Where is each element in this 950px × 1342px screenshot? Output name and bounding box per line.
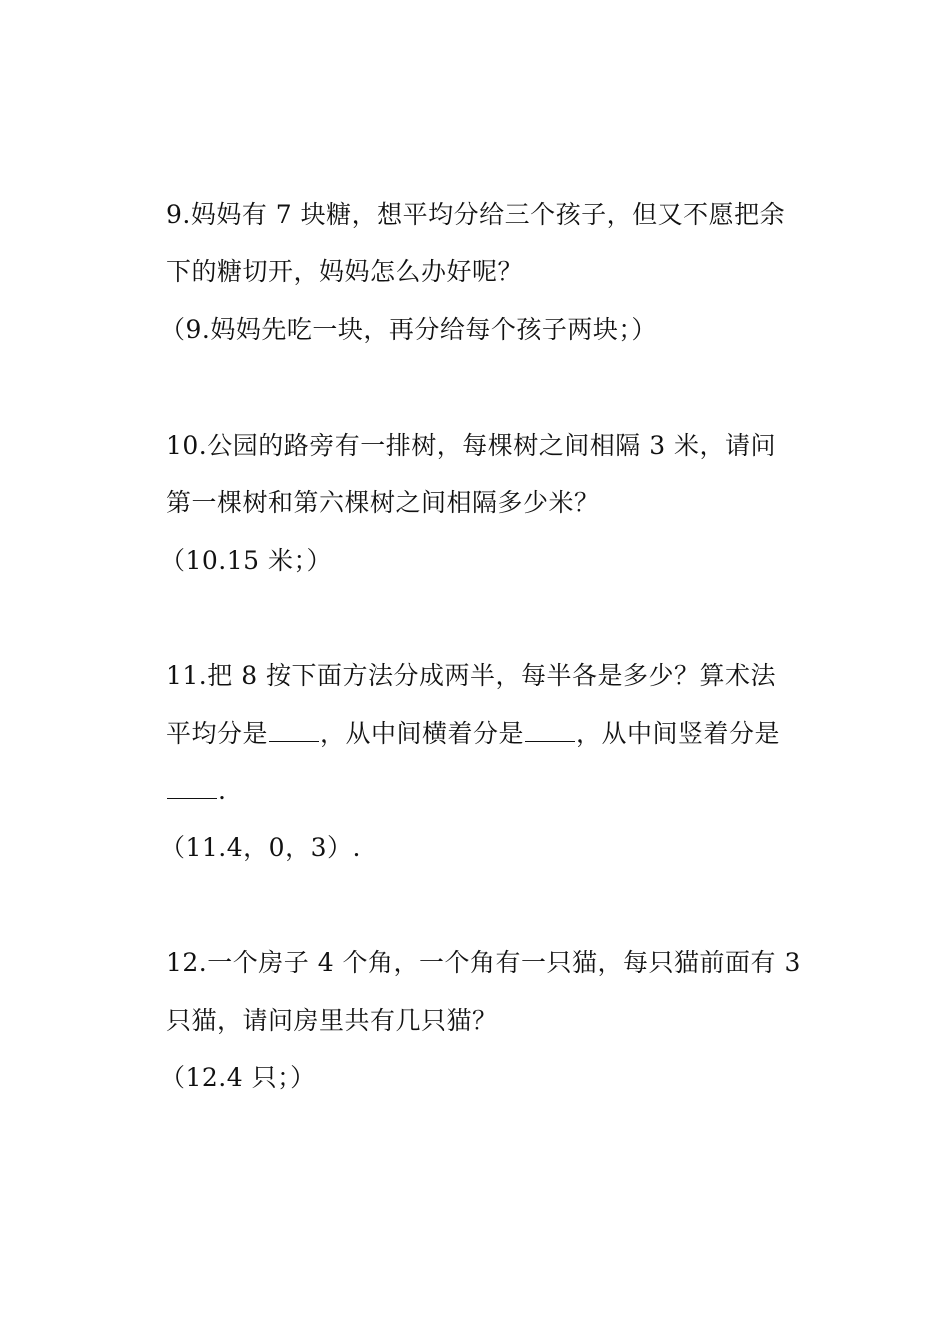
question-11-text-part-1: 平均分是	[166, 719, 269, 748]
question-9-line-1: 9.妈妈有 7 块糖，想平均分给三个孩子，但又不愿把余	[166, 200, 786, 229]
question-11-text-part-2: ，从中间横着分是	[320, 719, 525, 748]
question-11-text-part-3: ，从中间竖着分是	[576, 719, 781, 748]
question-12-line-2: 只猫，请问房里共有几只猫？	[166, 1006, 498, 1035]
answer-blank-3[interactable]	[167, 774, 217, 799]
question-10-line-1: 10.公园的路旁有一排树，每棵树之间相隔 3 米，请问	[166, 431, 777, 460]
question-12-answer: （12.4 只；）	[160, 1063, 316, 1092]
question-9-answer: （9.妈妈先吃一块，再分给每个孩子两块；）	[160, 315, 657, 344]
question-11-answer: （11.4，0，3）.	[160, 833, 361, 862]
question-12-line-1: 12.一个房子 4 个角，一个角有一只猫，每只猫前面有 3	[166, 948, 801, 977]
question-11-line-3	[166, 774, 226, 807]
question-11-line-3-tail: .	[218, 776, 227, 805]
question-11-line-2	[166, 717, 780, 750]
question-9-line-2: 下的糖切开，妈妈怎么办好呢？	[166, 257, 524, 286]
question-10-answer: （10.15 米；）	[160, 546, 333, 575]
answer-blank-1[interactable]	[269, 717, 319, 742]
question-10-line-2: 第一棵树和第六棵树之间相隔多少米？	[166, 488, 600, 517]
question-11-line-1: 11.把 8 按下面方法分成两半，每半各是多少？算术法	[166, 661, 777, 690]
answer-blank-2[interactable]	[525, 717, 575, 742]
